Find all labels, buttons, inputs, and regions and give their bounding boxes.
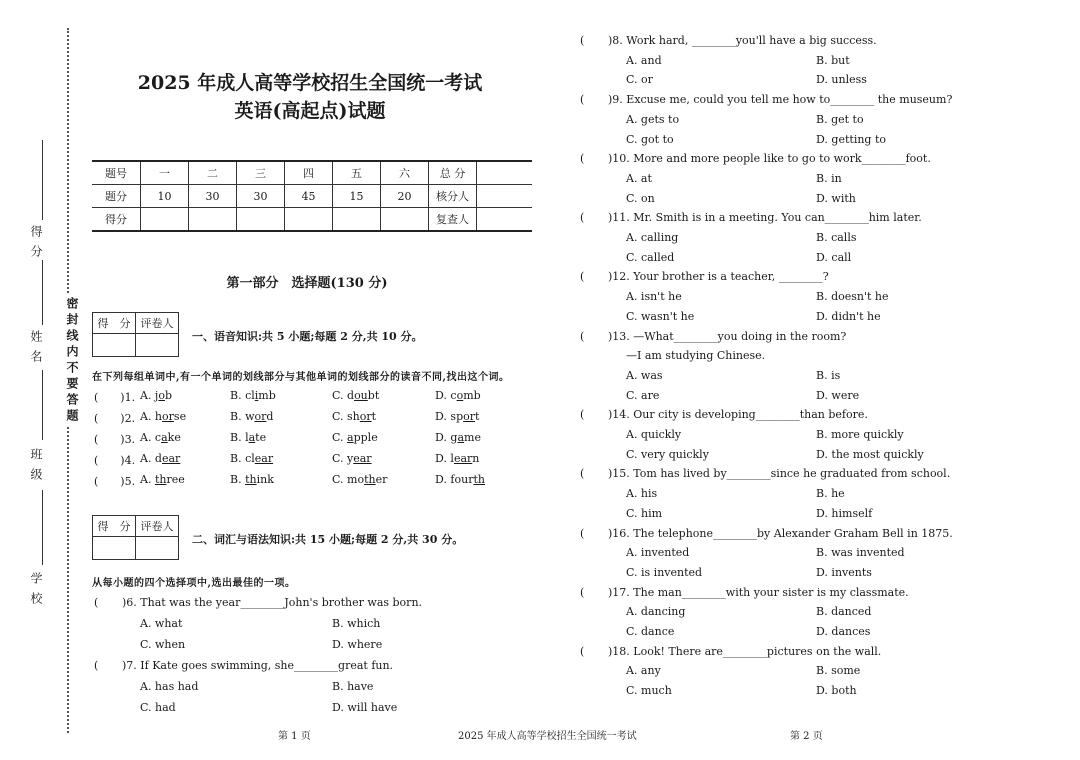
question-stem: )13. —What________you doing in the room? (608, 329, 847, 343)
answer-paren[interactable]: ( (94, 596, 99, 609)
question-stem: )11. Mr. Smith is in a meeting. You can________him later. (608, 211, 922, 225)
exam-title: 2025 年成人高等学校招生全国统一考试 (137, 72, 483, 94)
grader-score-label: 得 分 (93, 516, 136, 537)
option-b[interactable] (230, 431, 266, 444)
score-row-points (92, 185, 532, 208)
option-d[interactable]: D. both (816, 684, 857, 698)
section1-title: 一、语音知识:共 5 小题;每题 2 分,共 10 分。 (192, 330, 423, 343)
option-text: A. c (140, 431, 162, 444)
option-b[interactable]: B. doesn't he (816, 290, 889, 304)
option-d[interactable] (435, 431, 481, 444)
option-c[interactable]: C. got to (626, 132, 674, 146)
option-text: t (475, 410, 480, 423)
option-c[interactable]: C. called (626, 250, 675, 264)
option-text: te (255, 431, 267, 444)
option-b[interactable] (230, 389, 276, 402)
option-text: se (173, 410, 187, 423)
score-table (92, 160, 532, 232)
grader-box-2 (92, 515, 179, 560)
school-line (42, 490, 43, 565)
option-d[interactable] (435, 473, 485, 486)
page-number-1: 第 1 页 (278, 731, 311, 742)
option-a[interactable] (140, 431, 181, 444)
answer-paren[interactable]: ( (580, 526, 585, 540)
cell-blank[interactable] (477, 208, 533, 232)
option-text: D. l (435, 452, 454, 465)
option-a[interactable] (140, 452, 180, 465)
option-text: mb (258, 389, 276, 402)
grader-score-cell[interactable] (93, 537, 136, 560)
class-line (42, 370, 43, 440)
option-d[interactable]: D. dances (816, 625, 871, 638)
underlined-letters: th (473, 473, 485, 486)
option-text: d (266, 410, 274, 423)
option-d[interactable]: D. call (816, 250, 852, 264)
cell: 六 (381, 161, 429, 185)
option-b[interactable]: B. get to (816, 112, 864, 126)
question-number: ( )3. (94, 433, 136, 446)
cell: 四 (285, 161, 333, 185)
option-c[interactable]: C. him (626, 506, 663, 520)
answer-paren[interactable]: ( (580, 152, 585, 166)
option-d[interactable]: D. didn't he (816, 309, 881, 323)
question-stem: )7. If Kate goes swimming, she________great fun. (122, 659, 394, 672)
option-c[interactable]: C. when (140, 638, 186, 651)
option-text: ke (167, 431, 181, 444)
question-number: ( )5. (94, 475, 136, 488)
cell: 30 (237, 185, 285, 208)
answer-paren[interactable]: ( (580, 408, 585, 422)
option-text: C. d (332, 389, 355, 402)
answer-paren[interactable]: ( (580, 93, 585, 107)
option-a[interactable]: A. isn't he (626, 290, 682, 304)
cell: 一 (141, 161, 189, 185)
question-stem: )8. Work hard, ________you'll have a big success. (608, 34, 877, 47)
underlined-letters: ear (161, 452, 181, 465)
option-a[interactable]: A. his (626, 487, 658, 501)
option-text: C. y (332, 452, 354, 465)
option-c[interactable]: C. or (626, 73, 653, 87)
option-a[interactable]: A. has had (140, 680, 199, 693)
option-b[interactable]: B. in (816, 171, 842, 185)
question-stem-line2: —I am studying Chinese. (626, 349, 766, 363)
option-text: ink (256, 473, 274, 486)
option-b[interactable]: B. calls (816, 231, 857, 244)
option-text: B. l (230, 431, 249, 444)
cell-blank[interactable] (189, 208, 237, 232)
option-text: C. mo (332, 473, 365, 486)
answer-paren[interactable]: ( (580, 34, 585, 47)
underlined-letters: o (456, 389, 464, 402)
option-c[interactable]: C. dance (626, 625, 675, 638)
underlined-letters: or (254, 410, 267, 423)
option-text: D. g (435, 431, 458, 444)
underlined-letters: or (359, 410, 372, 423)
option-text: A. (140, 473, 155, 486)
option-c[interactable] (332, 389, 379, 402)
section2-title: 二、词汇与语法知识:共 15 小题;每题 2 分,共 30 分。 (192, 533, 464, 546)
option-text: D. four (435, 473, 474, 486)
option-b[interactable] (230, 473, 274, 486)
cell: 二 (189, 161, 237, 185)
option-text: B. (230, 473, 246, 486)
option-d[interactable]: D. with (816, 191, 856, 205)
section2-instruction: 从每小题的四个选择项中,选出最佳的一项。 (92, 578, 296, 589)
option-b[interactable]: B. which (332, 617, 381, 630)
option-a[interactable]: A. calling (626, 231, 679, 244)
grader-score-cell[interactable] (93, 334, 136, 357)
question-stem: )15. Tom has lived by________since he graduated from school. (608, 467, 951, 481)
option-text: D. c (435, 389, 457, 402)
option-d[interactable]: D. were (816, 388, 860, 402)
cell: 复查人 (429, 208, 477, 232)
underlined-letters: th (154, 473, 167, 486)
cell-blank[interactable] (381, 208, 429, 232)
cell-blank[interactable] (477, 161, 533, 185)
cell: 得分 (92, 208, 141, 232)
cell: 核分人 (429, 185, 477, 208)
score-row-header (92, 161, 532, 185)
question-number: ( )1. (94, 391, 136, 404)
cell-blank[interactable] (477, 185, 533, 208)
option-text: bt (367, 389, 380, 402)
underlined-letters: th (245, 473, 257, 486)
underlined-letters: a (248, 431, 256, 444)
question-stem: )14. Our city is developing________than before. (608, 408, 868, 422)
cell: 三 (237, 161, 285, 185)
option-b[interactable]: B. danced (816, 605, 872, 619)
cell-blank[interactable] (285, 208, 333, 232)
cell: 15 (333, 185, 381, 208)
option-text: D. sp (435, 410, 464, 423)
option-c[interactable]: C. wasn't he (626, 309, 695, 323)
option-text: B. cl (230, 389, 255, 402)
cell: 题号 (92, 161, 141, 185)
binding-school-label: 学 校 (29, 572, 43, 606)
underlined-letters: th (364, 473, 376, 486)
grader-reviewer-cell[interactable] (136, 537, 179, 560)
cell: 题分 (92, 185, 141, 208)
page-number-2: 第 2 页 (790, 731, 823, 742)
cell: 总 分 (429, 161, 477, 185)
option-d[interactable]: D. getting to (816, 132, 886, 146)
question-stem: )6. That was the year________John's brother was born. (122, 596, 423, 609)
option-text: C. (332, 431, 348, 444)
option-text: er (375, 473, 388, 486)
exam-subtitle: 英语(高起点)试题 (234, 100, 386, 122)
name-line (42, 260, 43, 325)
underlined-letters: or (463, 410, 475, 423)
underlined-letters: i (254, 389, 259, 402)
question-number: ( )4. (94, 454, 136, 467)
cell: 20 (381, 185, 429, 208)
option-text: A. j (140, 389, 159, 402)
score-line (42, 140, 43, 220)
option-text: B. cl (230, 452, 255, 465)
cell-blank[interactable] (141, 208, 189, 232)
option-a[interactable]: A. invented (626, 546, 690, 560)
cell: 45 (285, 185, 333, 208)
binding-name-label: 姓 名 (29, 330, 43, 364)
grader-reviewer-cell[interactable] (136, 334, 179, 357)
option-c[interactable]: C. had (140, 701, 176, 714)
cell-blank[interactable] (237, 208, 285, 232)
answer-paren[interactable]: ( (580, 585, 585, 599)
grader-reviewer-label: 评卷人 (136, 313, 179, 334)
binding-score-label: 得 分 (29, 225, 43, 259)
question-stem: )16. The telephone________by Alexander Graham Bell in 1875. (608, 526, 953, 540)
option-a[interactable]: A. what (140, 617, 183, 630)
option-a[interactable]: A. dancing (626, 605, 686, 619)
question-stem: )17. The man________with your sister is my classmate. (608, 585, 909, 599)
option-d[interactable] (435, 410, 479, 423)
underlined-letters: a (347, 431, 354, 444)
underlined-letters: a (457, 431, 465, 444)
option-a[interactable]: A. was (626, 368, 663, 382)
underlined-letters: a (161, 431, 168, 444)
answer-paren[interactable]: ( (580, 270, 585, 284)
answer-paren[interactable]: ( (580, 211, 585, 225)
binding-class-label: 班 级 (29, 448, 43, 482)
cell: 30 (189, 185, 237, 208)
option-c[interactable] (332, 452, 372, 465)
grader-score-label: 得 分 (93, 313, 136, 334)
answer-paren[interactable]: ( (580, 467, 585, 481)
option-b[interactable]: B. was invented (816, 546, 905, 560)
option-b[interactable]: B. but (816, 53, 850, 67)
question-stem: )9. Excuse me, could you tell me how to________ the museum? (608, 93, 953, 107)
seal-warning: 密封线内不要答题 (65, 297, 79, 425)
section1-instruction: 在下列每组单词中,有一个单词的划线部分与其他单词的划线部分的读音不同,找出这个词。 (92, 372, 510, 383)
option-c[interactable]: C. is invented (626, 565, 703, 579)
option-text: ree (166, 473, 185, 486)
option-d[interactable]: D. invents (816, 565, 872, 579)
option-b[interactable]: B. some (816, 664, 861, 678)
option-c[interactable]: C. much (626, 684, 672, 698)
option-a[interactable] (140, 410, 186, 423)
option-c[interactable]: C. are (626, 388, 660, 402)
option-b[interactable]: B. more quickly (816, 428, 904, 441)
underlined-letters: ear (254, 452, 274, 465)
option-text: C. sh (332, 410, 360, 423)
underlined-letters: or (162, 410, 174, 423)
option-b[interactable]: B. is (816, 368, 841, 382)
answer-paren[interactable]: ( (580, 644, 585, 658)
underlined-letters: ou (354, 389, 368, 402)
option-text: A. h (140, 410, 163, 423)
option-text: b (164, 389, 173, 402)
option-a[interactable]: A. and (626, 53, 662, 67)
option-d[interactable]: D. unless (816, 73, 867, 87)
option-a[interactable]: A. quickly (626, 428, 682, 441)
option-text: n (472, 452, 480, 465)
part1-title: 第一部分 选择题(130 分) (226, 276, 388, 291)
option-c[interactable] (332, 431, 378, 444)
option-c[interactable]: C. on (626, 191, 655, 205)
question-stem: )12. Your brother is a teacher, ________? (608, 270, 829, 284)
option-c[interactable] (332, 473, 387, 486)
option-b[interactable]: B. have (332, 680, 374, 693)
option-text: A. d (140, 452, 162, 465)
option-b[interactable]: B. he (816, 487, 845, 501)
option-d[interactable] (435, 389, 481, 402)
option-b[interactable] (230, 452, 273, 465)
grader-reviewer-label: 评卷人 (136, 516, 179, 537)
option-text: pple (353, 431, 378, 444)
option-text: t (371, 410, 377, 423)
option-text: B. w (230, 410, 255, 423)
cell-blank[interactable] (333, 208, 381, 232)
cell: 10 (141, 185, 189, 208)
question-stem: )18. Look! There are________pictures on the wall. (608, 644, 882, 658)
option-a[interactable]: A. at (626, 171, 652, 185)
footer-exam-name: 2025 年成人高等学校招生全国统一考试 (458, 731, 637, 742)
option-d[interactable]: D. will have (332, 701, 398, 714)
question-stem: )10. More and more people like to go to work________foot. (608, 152, 931, 166)
option-text: mb (463, 389, 481, 402)
question-number: ( )2. (94, 412, 136, 425)
underlined-letters: ear (453, 452, 473, 465)
option-text: me (464, 431, 481, 444)
answer-paren[interactable]: ( (94, 659, 99, 672)
option-d[interactable]: D. the most quickly (816, 447, 924, 461)
option-a[interactable] (140, 389, 172, 402)
option-a[interactable]: A. any (626, 664, 661, 678)
answer-paren[interactable]: ( (580, 329, 585, 343)
underlined-letters: ear (353, 452, 372, 465)
option-a[interactable]: A. gets to (626, 112, 680, 126)
option-b[interactable] (230, 410, 273, 423)
option-d[interactable]: D. himself (816, 506, 873, 520)
option-a[interactable] (140, 473, 185, 486)
option-d[interactable] (435, 452, 479, 465)
grader-box-1 (92, 312, 179, 357)
option-d[interactable]: D. where (332, 638, 383, 651)
underlined-letters: o (158, 389, 165, 402)
option-c[interactable]: C. very quickly (626, 447, 709, 461)
score-row-earned (92, 208, 532, 232)
option-c[interactable] (332, 410, 376, 423)
cell: 五 (333, 161, 381, 185)
